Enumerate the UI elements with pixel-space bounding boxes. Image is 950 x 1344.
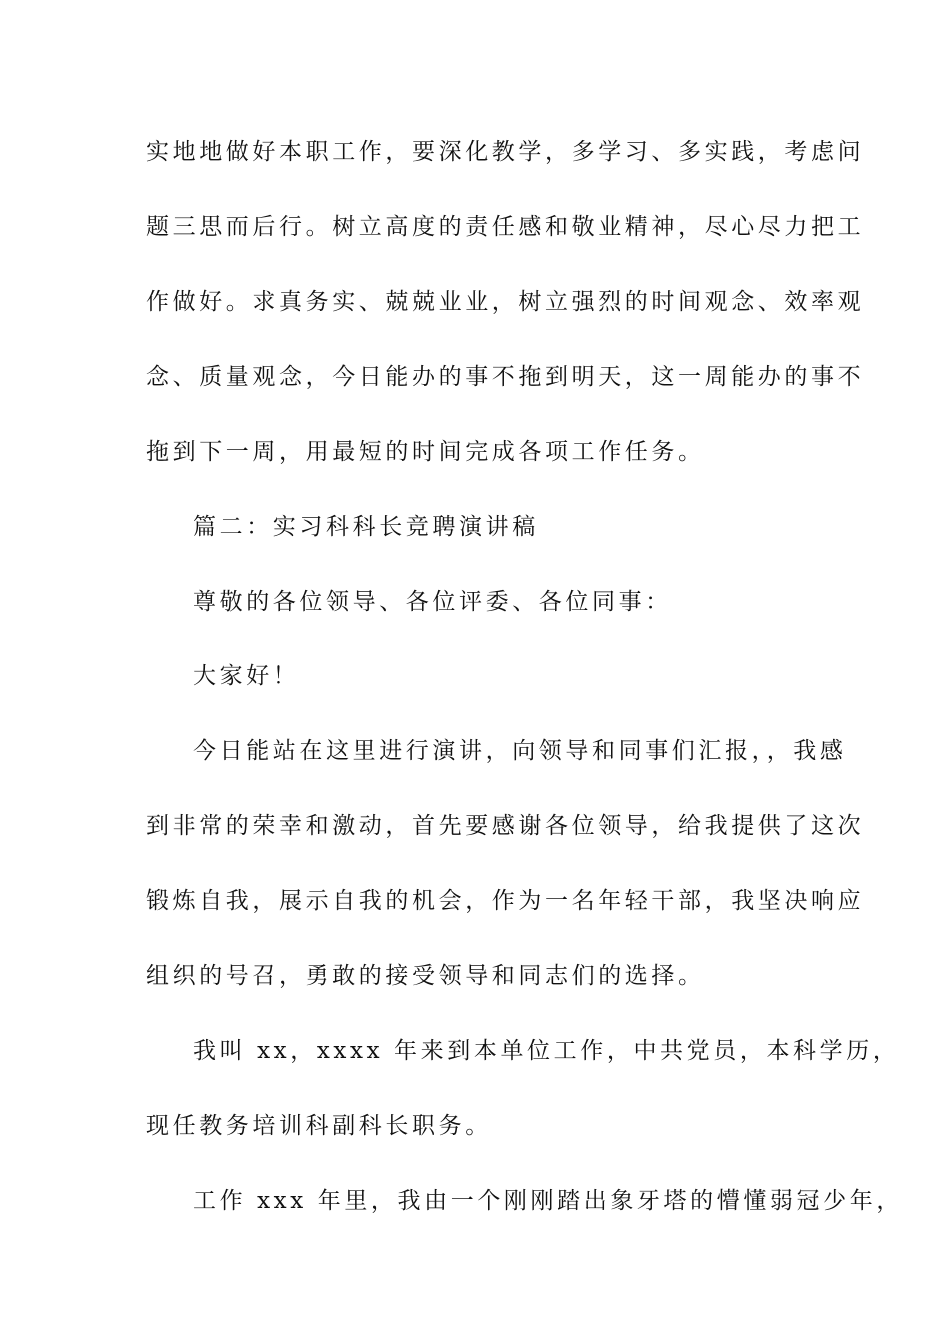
- text-line: 念、质量观念，今日能办的事不拖到明天，这一周能办的事不: [146, 364, 865, 390]
- greeting: 大家好！: [193, 663, 300, 689]
- text-line: 我叫 xx，xxxx 年来到本单位工作，中共党员，本科学历，: [193, 1038, 900, 1064]
- text-line: 到非常的荣幸和激动，首先要感谢各位领导，给我提供了这次: [146, 813, 865, 839]
- text-line: 拖到下一周，用最短的时间完成各项工作任务。: [146, 439, 705, 465]
- text-line: 工作 xxx 年里，我由一个刚刚踏出象牙塔的懵懂弱冠少年，: [193, 1188, 903, 1214]
- salutation: 尊敬的各位领导、各位评委、各位同事：: [193, 589, 672, 615]
- text-line: 实地地做好本职工作，要深化教学，多学习、多实践，考虑问: [146, 139, 865, 165]
- text-line: 锻炼自我，展示自我的机会，作为一名年轻干部，我坚决响应: [146, 888, 865, 914]
- text-line: 题三思而后行。树立高度的责任感和敬业精神，尽心尽力把工: [146, 214, 865, 240]
- text-line: 组织的号召，勇敢的接受领导和同志们的选择。: [146, 963, 705, 989]
- text-line: 现任教务培训科副科长职务。: [146, 1113, 492, 1139]
- text-line: 今日能站在这里进行演讲，向领导和同事们汇报，，我感: [193, 738, 847, 764]
- text-line: 作做好。求真务实、兢兢业业，树立强烈的时间观念、效率观: [146, 289, 865, 315]
- section-heading: 篇二：实习科科长竞聘演讲稿: [193, 514, 539, 540]
